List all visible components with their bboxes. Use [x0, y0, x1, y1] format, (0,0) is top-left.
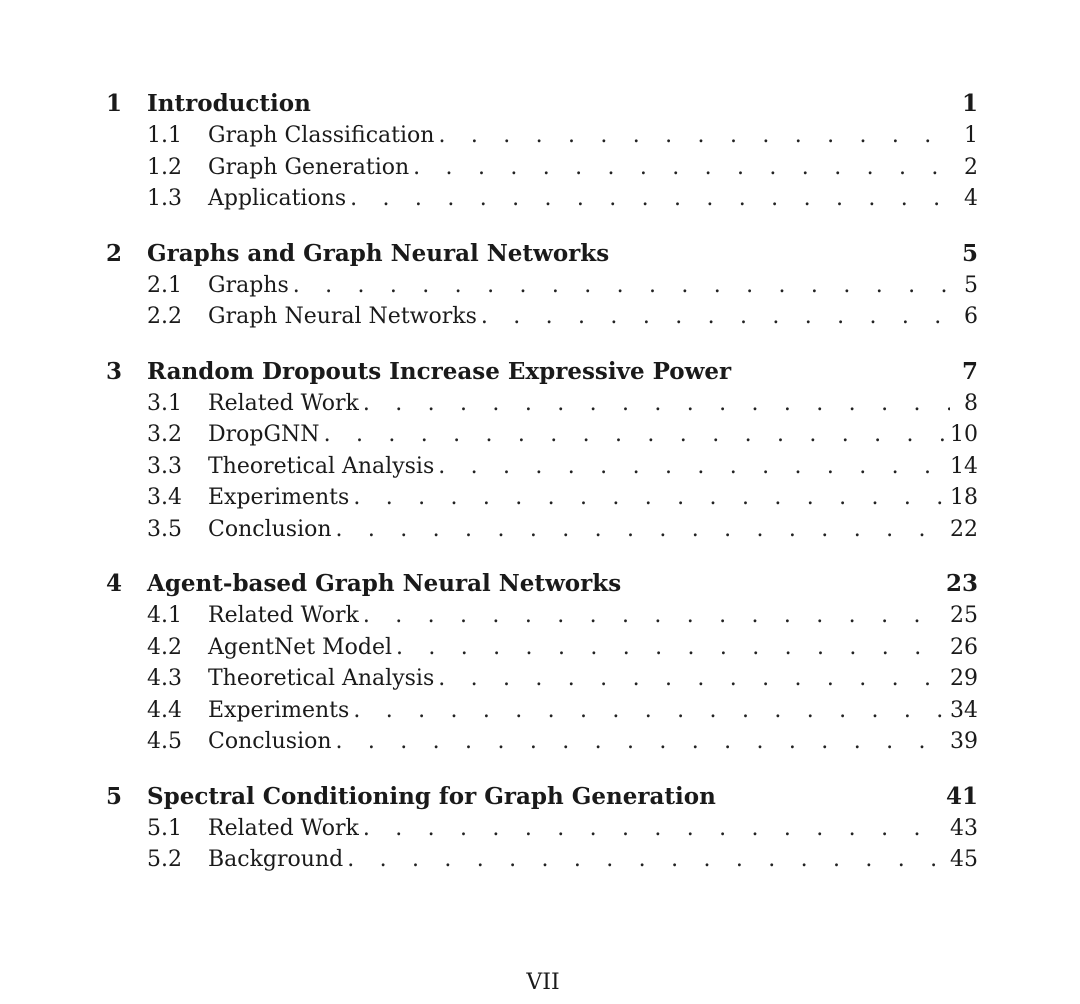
dot-leader [413, 152, 950, 184]
toc-chapter [106, 781, 978, 876]
dot-leader [293, 270, 950, 302]
chapter-number: 1 [106, 90, 123, 117]
section-title: Experiments [208, 697, 350, 723]
section-page-number: 10 [950, 422, 978, 447]
dot-leader [363, 388, 950, 420]
section-number: 3.5 [147, 516, 182, 542]
chapter-page-number: 23 [945, 570, 978, 597]
section-number: 4.3 [147, 666, 182, 691]
section-number: 3.1 [147, 390, 182, 416]
section-number: 3.2 [147, 422, 182, 447]
section-number: 4.1 [147, 603, 182, 628]
dot-leader [363, 813, 944, 845]
section-title: Applications [208, 186, 347, 211]
chapter-page-number: 1 [961, 90, 978, 117]
section-page-number: 45 [950, 847, 978, 872]
toc-section-entry[interactable] [106, 270, 978, 302]
section-number: 1.3 [147, 186, 182, 211]
chapter-number: 5 [106, 782, 123, 810]
toc-section-entry[interactable] [106, 419, 978, 451]
section-page-number: 29 [950, 666, 978, 691]
section-page-number: 8 [964, 390, 978, 416]
dot-leader [363, 600, 944, 632]
toc-section-entry[interactable] [106, 663, 978, 695]
section-page-number: 22 [950, 516, 978, 542]
section-number: 4.2 [147, 634, 182, 660]
chapter-number: 4 [106, 570, 123, 597]
dot-leader [481, 301, 950, 333]
section-title: Theoretical Analysis [208, 453, 435, 479]
section-page-number: 6 [964, 304, 978, 329]
toc-section-entry[interactable] [106, 695, 978, 727]
toc-section-entry[interactable] [106, 388, 978, 420]
chapter-page-number: 5 [961, 239, 978, 267]
toc-chapter [106, 238, 978, 333]
section-page-number: 25 [950, 603, 978, 628]
section-title: Graph Generation [208, 154, 410, 180]
section-page-number: 1 [964, 123, 978, 148]
chapter-page-number: 41 [945, 782, 978, 810]
dot-leader [336, 726, 944, 758]
dot-leader [353, 482, 944, 514]
dot-leader [438, 663, 944, 695]
toc-section-entry[interactable] [106, 120, 978, 152]
toc-chapter [106, 568, 978, 758]
section-title: Graph Neural Networks [208, 304, 477, 329]
toc-section-entry[interactable] [106, 600, 978, 632]
dot-leader [438, 451, 944, 483]
section-title: Theoretical Analysis [208, 666, 435, 691]
section-title: DropGNN [208, 422, 320, 447]
toc-section-entry[interactable] [106, 813, 978, 845]
section-title: Graphs [208, 272, 289, 298]
chapter-title: Agent-based Graph Neural Networks [147, 570, 622, 597]
section-number: 2.2 [147, 304, 182, 329]
chapter-title: Spectral Conditioning for Graph Generation [147, 782, 716, 810]
section-title: Conclusion [208, 729, 332, 754]
toc-section-entry[interactable] [106, 726, 978, 758]
section-number: 3.3 [147, 453, 182, 479]
table-of-contents [106, 88, 978, 899]
toc-chapter-entry[interactable] [106, 238, 978, 270]
toc-section-entry[interactable] [106, 482, 978, 514]
section-number: 1.2 [147, 154, 182, 180]
section-number: 1.1 [147, 123, 182, 148]
section-page-number: 14 [950, 453, 978, 479]
section-title: AgentNet Model [208, 634, 393, 660]
toc-section-entry[interactable] [106, 451, 978, 483]
dot-leader [347, 844, 944, 876]
dot-leader [396, 632, 944, 664]
section-number: 4.4 [147, 697, 182, 723]
dot-leader [324, 419, 944, 451]
section-page-number: 34 [950, 697, 978, 723]
section-page-number: 18 [950, 485, 978, 510]
section-page-number: 4 [964, 186, 978, 211]
section-title: Conclusion [208, 516, 332, 542]
section-title: Graph Classification [208, 123, 435, 148]
toc-chapter-entry[interactable] [106, 88, 978, 120]
section-title: Experiments [208, 485, 350, 510]
section-number: 3.4 [147, 485, 182, 510]
page-number: VII [526, 970, 560, 995]
toc-chapter-entry[interactable] [106, 568, 978, 600]
toc-section-entry[interactable] [106, 152, 978, 184]
chapter-page-number: 7 [961, 357, 978, 385]
section-title: Related Work [208, 603, 359, 628]
toc-section-entry[interactable] [106, 301, 978, 333]
toc-chapter [106, 88, 978, 215]
section-page-number: 2 [964, 154, 978, 180]
section-page-number: 43 [950, 815, 978, 841]
toc-section-entry[interactable] [106, 632, 978, 664]
dot-leader [336, 514, 944, 546]
toc-section-entry[interactable] [106, 514, 978, 546]
toc-section-entry[interactable] [106, 844, 978, 876]
dot-leader [350, 183, 950, 215]
chapter-title: Introduction [147, 90, 311, 117]
chapter-title: Random Dropouts Increase Expressive Power [147, 357, 732, 385]
toc-chapter-entry[interactable] [106, 356, 978, 388]
section-page-number: 26 [950, 634, 978, 660]
section-number: 4.5 [147, 729, 182, 754]
toc-section-entry[interactable] [106, 183, 978, 215]
chapter-title: Graphs and Graph Neural Networks [147, 239, 610, 267]
dot-leader [353, 695, 944, 727]
section-number: 2.1 [147, 272, 182, 298]
section-page-number: 5 [964, 272, 978, 298]
chapter-number: 2 [106, 239, 123, 267]
section-number: 5.1 [147, 815, 182, 841]
section-title: Related Work [208, 815, 359, 841]
section-title: Background [208, 847, 344, 872]
toc-chapter-entry[interactable] [106, 781, 978, 813]
chapter-number: 3 [106, 357, 123, 385]
section-title: Related Work [208, 390, 359, 416]
section-number: 5.2 [147, 847, 182, 872]
toc-chapter [106, 356, 978, 546]
section-page-number: 39 [950, 729, 978, 754]
dot-leader [438, 120, 950, 152]
